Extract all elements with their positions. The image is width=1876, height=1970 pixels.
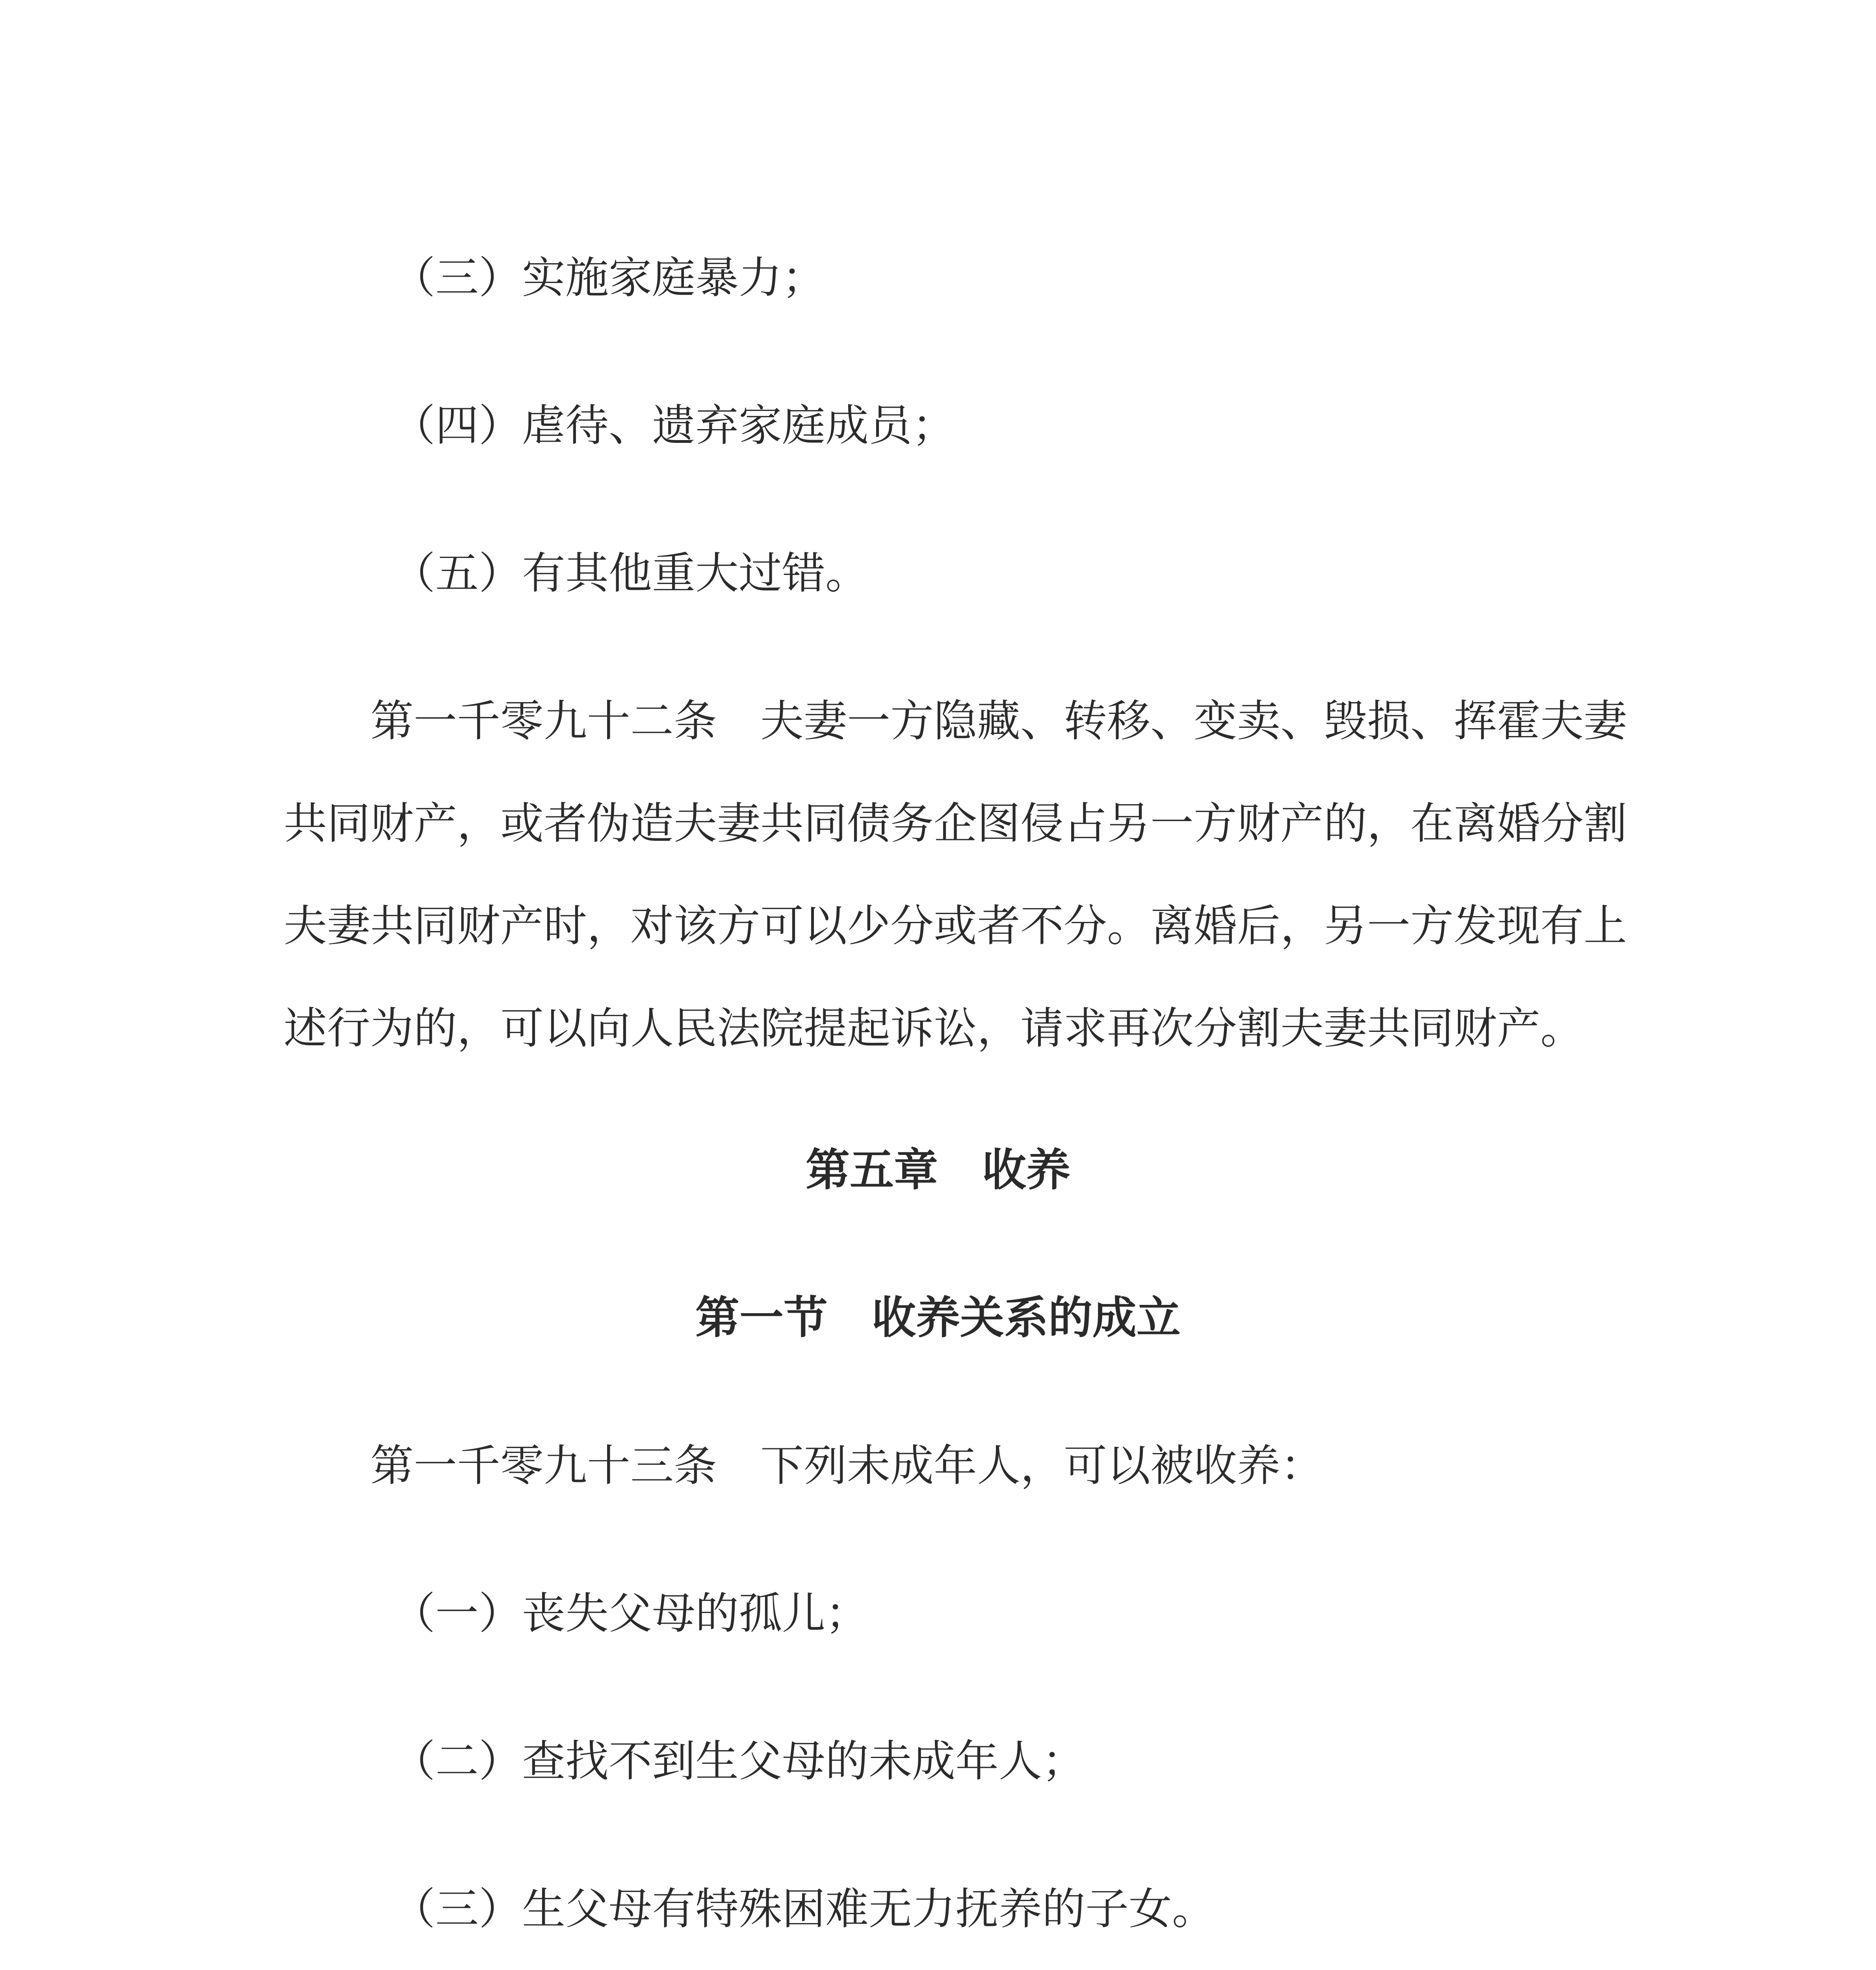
list-item: （五）有其他重大过错。 — [392, 548, 869, 598]
article-paragraph-line: 第一千零九十二条 夫妻一方隐藏、转移、变卖、毁损、挥霍夫妻 — [370, 696, 1627, 746]
list-item: （三）生父母有特殊困难无力抚养的子女。 — [392, 1884, 1215, 1934]
section-title: 第一节 收养关系的成立 — [695, 1292, 1181, 1344]
list-item: （四）虐待、遗弃家庭成员； — [392, 400, 955, 451]
article-paragraph-line: 第一千零九十三条 下列未成年人，可以被收养： — [370, 1440, 1324, 1491]
article-paragraph-line: 述行为的，可以向人民法院提起诉讼，请求再次分割夫妻共同财产。 — [284, 1003, 1584, 1054]
article-paragraph-line: 夫妻共同财产时，对该方可以少分或者不分。离婚后，另一方发现有上 — [284, 901, 1627, 951]
article-paragraph-line: 共同财产，或者伪造夫妻共同债务企图侵占另一方财产的，在离婚分割 — [284, 798, 1627, 849]
chapter-title: 第五章 收养 — [806, 1145, 1070, 1196]
list-item: （二）查找不到生父母的未成年人； — [392, 1736, 1085, 1786]
list-item: （一）丧失父母的孤儿； — [392, 1588, 869, 1639]
list-item: （三）实施家庭暴力； — [392, 253, 825, 303]
